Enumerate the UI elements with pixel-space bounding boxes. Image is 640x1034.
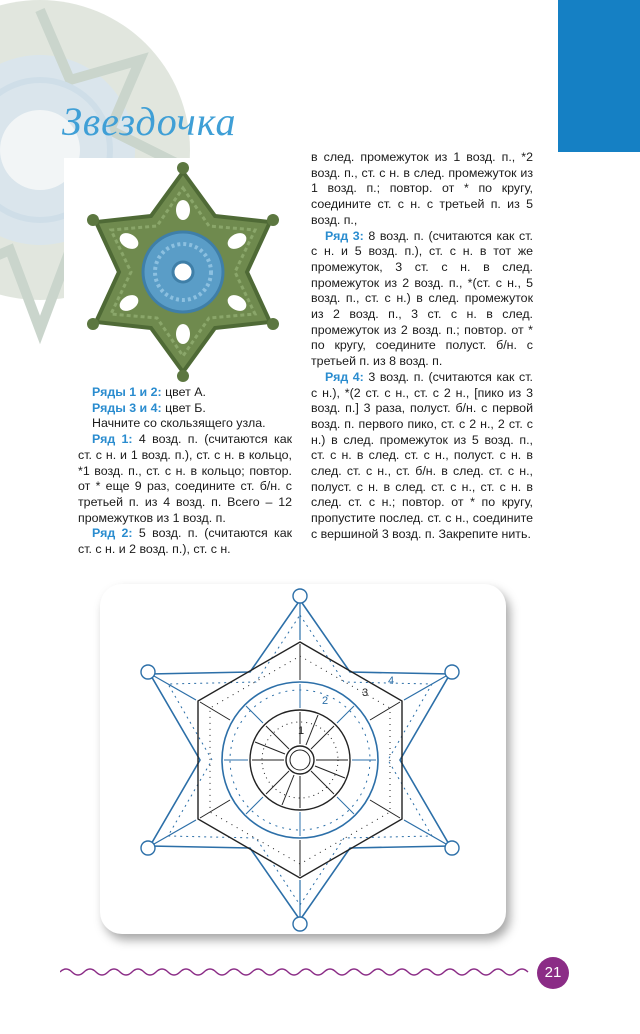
instructions-right-column [311, 150, 533, 543]
blue-corner-tab [558, 0, 640, 152]
row-4-instructions: Ряд 4: 3 возд. п. (считаются как ст. с н.), *(2 ст. с н., ст. с 2 н., [пико из 3 возд. п.] 3 раза, полуст. б/н. с первой возд. п. первого пико, ст. с 2 н., 2 ст. с н.) в след. промежуток из 5 возд. п., ст. с н. в след. ст. с н., полуст. с н. в след. ст. с н., ст. б/н. в след. ст. с н., полуст. с н. в след. ст. с н., ст. с н. в след. ст. с н.; повтор. от * по кругу, пропустите послед. ст. с н., соедините с вершиной 3 возд. п. Закрепите нить. [311, 369, 533, 541]
crochet-chart-card [100, 584, 506, 934]
row-1-2-color: Ряды 1 и 2: цвет А. [92, 385, 206, 399]
chart-row-label-2: 2 [322, 695, 329, 707]
chart-row-label-1: 1 [298, 725, 305, 737]
chart-row-label-3: 3 [362, 687, 369, 699]
footer-wave-line [60, 960, 540, 984]
row-2-instructions-start: Ряд 2: 5 возд. п. (считаются как ст. с н. и 2 возд. п.), ст. с н. [78, 526, 293, 557]
star-illustration [64, 158, 302, 386]
row-3-4-color: Ряды 3 и 4: цвет Б. [92, 400, 206, 415]
instructions-left-column [78, 385, 292, 558]
row-1-instructions: Ряд 1: 4 возд. п. (считаются как ст. с н. и 1 возд. п.), ст. с н. в кольцо, *1 возд. п., ст. с н. в кольцо; повтор. от * еще 9 раз, соедините ст. б/н. с третьей п. из 4 возд. п. Всего – 12 промежутков из 1 возд. п. [78, 432, 293, 525]
start-note: Начните со скользящего узла. [92, 416, 266, 431]
row-2-instructions-cont: в след. промежуток из 1 возд. п., *2 возд. п., ст. с н. в след. промежуток из 1 возд. п.; повтор. от * по кругу, соедините ст. с н. с третьей п. из 5 возд. п., [311, 150, 533, 227]
chart-row-label-4: 4 [388, 675, 395, 687]
page-title: Звездочка [62, 99, 237, 144]
crochet-star-photo [64, 158, 302, 386]
page-number: 21 [537, 957, 569, 989]
row-3-instructions: Ряд 3: 8 возд. п. (считаются как ст. с н. и 5 возд. п.), ст. с н. в тот же промежуток, 3 ст. с н. в след. промежуток из 2 возд. п., *(ст. с н., 5 возд. п., ст. с н.) в след. промежуток из 2 возд. п., 3 ст. с н. в след. промежуток из 2 возд. п.; повтор. от * по кругу, соедините полуст. б/н. с третьей п. из 8 возд. п. [311, 228, 533, 369]
crochet-chart [100, 584, 506, 934]
